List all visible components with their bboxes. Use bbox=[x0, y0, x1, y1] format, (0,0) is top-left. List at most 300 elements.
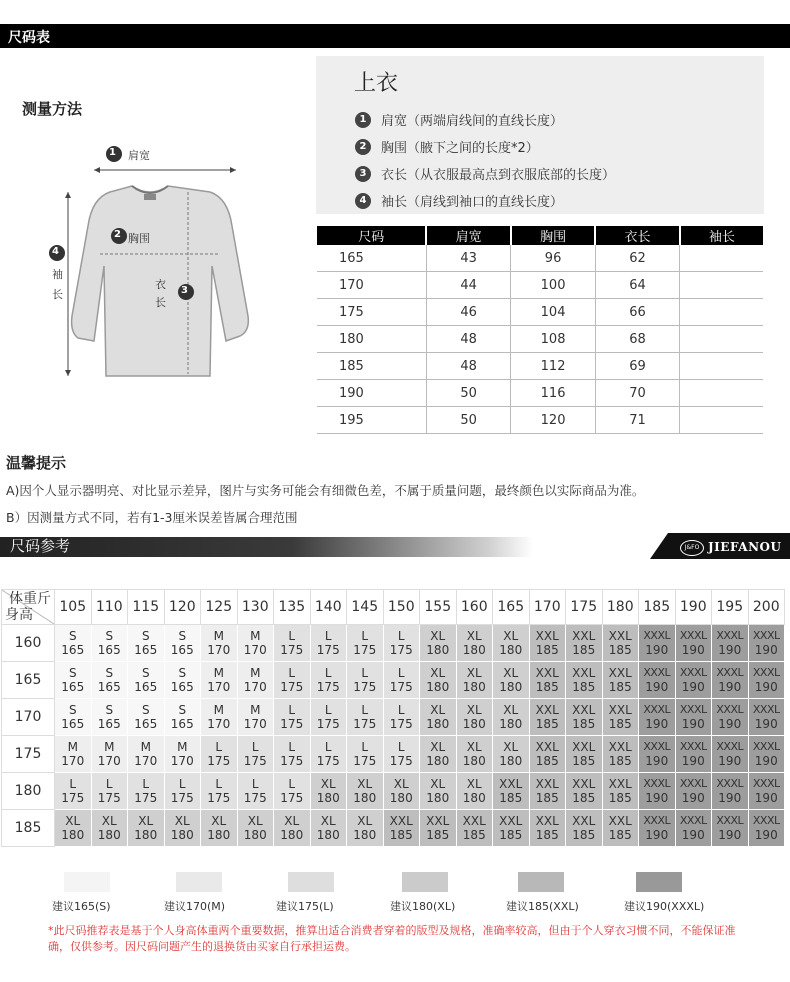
matrix-cell bbox=[712, 625, 749, 662]
matrix-cell-size: XXXL bbox=[679, 814, 707, 827]
measure-line-chest bbox=[355, 137, 539, 156]
matrix-cell-number: 190 bbox=[681, 828, 705, 842]
legend-label: 建议175(L) bbox=[276, 900, 334, 913]
matrix-cell-size: XL bbox=[430, 629, 446, 643]
size-table-cell: 96 bbox=[511, 245, 596, 272]
measure-line-length bbox=[355, 164, 615, 183]
measure-text: 袖长（肩线到袖口的直线长度） bbox=[381, 195, 564, 210]
matrix-cell bbox=[602, 810, 639, 847]
matrix-cell-size: XXL bbox=[608, 703, 632, 717]
matrix-cell-number: 180 bbox=[134, 828, 158, 842]
matrix-cell-number: 175 bbox=[134, 791, 158, 805]
matrix-cell-number: 180 bbox=[499, 680, 523, 694]
matrix-cell bbox=[237, 736, 274, 773]
matrix-cell bbox=[493, 810, 530, 847]
matrix-cell-number: 170 bbox=[243, 680, 267, 694]
matrix-cell-size: XXXL bbox=[716, 666, 744, 679]
matrix-cell-number: 180 bbox=[61, 828, 85, 842]
size-table-row bbox=[317, 326, 763, 353]
brand-logo-icon: J&FO bbox=[680, 540, 704, 556]
matrix-cell bbox=[712, 773, 749, 810]
shoulder-arrow-left bbox=[94, 167, 100, 173]
matrix-cell bbox=[675, 773, 712, 810]
matrix-cell bbox=[456, 773, 493, 810]
matrix-cell bbox=[164, 810, 201, 847]
matrix-cell-size: L bbox=[324, 629, 332, 643]
size-table-cell: 104 bbox=[511, 299, 596, 326]
matrix-cell-number: 175 bbox=[389, 717, 413, 731]
matrix-row bbox=[2, 662, 785, 699]
matrix-cell bbox=[566, 662, 603, 699]
matrix-cell bbox=[383, 773, 420, 810]
matrix-cell bbox=[383, 662, 420, 699]
matrix-weight-header: 155 bbox=[420, 590, 457, 625]
matrix-height-header: 175 bbox=[2, 736, 55, 773]
shoulder-arrow-right bbox=[230, 167, 236, 173]
matrix-cell-size: S bbox=[141, 666, 150, 680]
matrix-cell-number: 165 bbox=[61, 717, 85, 731]
matrix-cell-number: 185 bbox=[608, 643, 632, 657]
legend-label: 建议165(S) bbox=[52, 900, 111, 913]
matrix-row bbox=[2, 773, 785, 810]
size-table-cell: 48 bbox=[426, 353, 510, 380]
matrix-cell bbox=[274, 662, 311, 699]
matrix-weight-header: 190 bbox=[675, 590, 712, 625]
matrix-cell bbox=[566, 736, 603, 773]
matrix-cell bbox=[274, 625, 311, 662]
size-table-cell bbox=[680, 326, 763, 353]
matrix-cell-size: XL bbox=[503, 666, 519, 680]
num-2-label: 2 bbox=[114, 229, 121, 240]
matrix-cell-size: S bbox=[141, 703, 150, 717]
matrix-cell-number: 165 bbox=[170, 717, 194, 731]
matrix-row bbox=[2, 699, 785, 736]
matrix-weight-header: 130 bbox=[237, 590, 274, 625]
top-title: 上衣 bbox=[354, 71, 399, 96]
matrix-cell-number: 170 bbox=[97, 754, 121, 768]
matrix-cell-size: XXL bbox=[535, 740, 559, 754]
matrix-cell bbox=[456, 699, 493, 736]
matrix-cell-size: M bbox=[177, 740, 188, 754]
matrix-cell-number: 180 bbox=[426, 791, 450, 805]
size-table-header bbox=[317, 226, 763, 245]
matrix-cell-number: 175 bbox=[389, 643, 413, 657]
matrix-height-header: 180 bbox=[2, 773, 55, 810]
matrix-cell bbox=[566, 773, 603, 810]
matrix-cell-size: L bbox=[397, 629, 405, 643]
matrix-cell bbox=[201, 736, 238, 773]
matrix-cell-size: XXXL bbox=[716, 703, 744, 716]
matrix-cell-number: 175 bbox=[243, 791, 267, 805]
matrix-cell-size: L bbox=[361, 629, 369, 643]
matrix-cell bbox=[639, 662, 676, 699]
matrix-cell-size: XXXL bbox=[643, 814, 671, 827]
matrix-header-row bbox=[2, 590, 785, 625]
tip-line-a: A)因个人显示器明亮、对比显示差异，图片与实务可能会有细微色差，不属于质量问题，最终颜色以实际商品为准。 bbox=[6, 483, 645, 498]
matrix-cell bbox=[164, 699, 201, 736]
size-table-cell bbox=[680, 272, 763, 299]
matrix-cell bbox=[493, 699, 530, 736]
matrix-cell-size: L bbox=[324, 703, 332, 717]
matrix-cell-number: 180 bbox=[462, 643, 486, 657]
matrix-cell-number: 180 bbox=[170, 828, 194, 842]
matrix-cell bbox=[420, 773, 457, 810]
matrix-cell bbox=[274, 773, 311, 810]
matrix-cell bbox=[529, 625, 566, 662]
size-table-cell: 112 bbox=[511, 353, 596, 380]
matrix-height-header: 170 bbox=[2, 699, 55, 736]
matrix-cell-number: 175 bbox=[353, 717, 377, 731]
matrix-cell-number: 185 bbox=[535, 680, 559, 694]
matrix-cell-size: XXL bbox=[608, 814, 632, 828]
matrix-cell bbox=[347, 773, 384, 810]
size-table-cell: 165 bbox=[317, 245, 426, 272]
matrix-cell-size: L bbox=[397, 666, 405, 680]
size-table-cell: 66 bbox=[595, 299, 679, 326]
matrix-cell-number: 190 bbox=[645, 828, 669, 842]
size-table-cell bbox=[680, 353, 763, 380]
matrix-cell-size: L bbox=[361, 740, 369, 754]
num-2-icon: 2 bbox=[355, 139, 371, 155]
matrix-cell bbox=[201, 810, 238, 847]
matrix-cell-size: XXXL bbox=[643, 629, 671, 642]
size-table-col-header: 袖长 bbox=[680, 226, 763, 245]
matrix-cell bbox=[201, 625, 238, 662]
measure-title: 测量方法 bbox=[22, 100, 83, 118]
matrix-cell-size: XXL bbox=[608, 666, 632, 680]
matrix-cell-size: L bbox=[324, 740, 332, 754]
matrix-cell-number: 165 bbox=[134, 717, 158, 731]
matrix-cell-number: 185 bbox=[535, 754, 559, 768]
matrix-weight-header: 105 bbox=[55, 590, 92, 625]
size-note: *此尺码推荐表是基于个人身高体重两个重要数据，推算出适合消费者穿着的版型及规格，准确率较高，但由于个人穿衣习惯不同，不能保证准确，仅供参考。因尺码问题产生的退换货由买家自行承担运费。 bbox=[48, 924, 736, 953]
matrix-cell bbox=[639, 810, 676, 847]
matrix-row bbox=[2, 810, 785, 847]
size-table-cell bbox=[680, 299, 763, 326]
matrix-cell-number: 190 bbox=[718, 791, 742, 805]
matrix-cell-number: 190 bbox=[754, 791, 778, 805]
matrix-cell bbox=[310, 810, 347, 847]
matrix-cell-size: XL bbox=[430, 703, 446, 717]
matrix-weight-header: 145 bbox=[347, 590, 384, 625]
matrix-cell-size: S bbox=[178, 666, 187, 680]
matrix-cell bbox=[237, 662, 274, 699]
matrix-cell-size: L bbox=[288, 740, 296, 754]
matrix-cell-size: XL bbox=[211, 814, 227, 828]
length-label-1: 衣 bbox=[155, 278, 166, 291]
matrix-weight-header: 120 bbox=[164, 590, 201, 625]
legend-swatch bbox=[64, 872, 110, 892]
matrix-cell-number: 190 bbox=[718, 828, 742, 842]
matrix-cell-number: 165 bbox=[97, 717, 121, 731]
size-table-cell: 69 bbox=[595, 353, 679, 380]
size-table-cell: 170 bbox=[317, 272, 426, 299]
matrix-cell-number: 170 bbox=[243, 717, 267, 731]
matrix-cell bbox=[456, 662, 493, 699]
matrix-cell bbox=[347, 699, 384, 736]
matrix-cell bbox=[347, 625, 384, 662]
matrix-cell-number: 180 bbox=[426, 717, 450, 731]
matrix-cell bbox=[91, 773, 128, 810]
matrix-cell-size: XL bbox=[357, 814, 373, 828]
matrix-cell-size: XXL bbox=[462, 814, 486, 828]
matrix-cell bbox=[55, 773, 92, 810]
matrix-cell-number: 175 bbox=[170, 791, 194, 805]
matrix-cell bbox=[164, 773, 201, 810]
matrix-cell-number: 170 bbox=[134, 754, 158, 768]
legend-swatch bbox=[518, 872, 564, 892]
matrix-cell bbox=[420, 736, 457, 773]
matrix-cell bbox=[748, 773, 785, 810]
size-table-cell: 108 bbox=[511, 326, 596, 353]
matrix-weight-header: 180 bbox=[602, 590, 639, 625]
matrix-cell-number: 185 bbox=[462, 828, 486, 842]
matrix-weight-header: 185 bbox=[639, 590, 676, 625]
legend-label: 建议190(XXXL) bbox=[624, 900, 705, 913]
size-table-row bbox=[317, 245, 763, 272]
measure-text: 肩宽（两端肩线间的直线长度） bbox=[381, 114, 564, 129]
matrix-cell-size: M bbox=[104, 740, 115, 754]
size-table-col-header: 衣长 bbox=[595, 226, 679, 245]
matrix-cell bbox=[310, 699, 347, 736]
matrix-cell bbox=[347, 810, 384, 847]
matrix-cell-size: S bbox=[178, 629, 187, 643]
matrix-cell-size: S bbox=[105, 666, 114, 680]
matrix-cell-size: S bbox=[68, 666, 77, 680]
matrix-cell-number: 175 bbox=[389, 680, 413, 694]
matrix-cell bbox=[128, 662, 165, 699]
matrix-cell-number: 175 bbox=[97, 791, 121, 805]
matrix-cell-number: 165 bbox=[134, 643, 158, 657]
matrix-cell-size: XXXL bbox=[679, 629, 707, 642]
matrix-cell-number: 170 bbox=[207, 643, 231, 657]
matrix-cell-number: 175 bbox=[280, 643, 304, 657]
matrix-cell-size: XL bbox=[320, 777, 336, 791]
size-table-cell: 68 bbox=[595, 326, 679, 353]
matrix-cell-size: XXXL bbox=[716, 777, 744, 790]
matrix-cell-number: 175 bbox=[316, 754, 340, 768]
matrix-cell-number: 185 bbox=[608, 791, 632, 805]
matrix-cell-size: XL bbox=[466, 777, 482, 791]
matrix-cell-number: 180 bbox=[353, 828, 377, 842]
num-3-label: 3 bbox=[181, 285, 188, 296]
matrix-cell-size: XL bbox=[503, 703, 519, 717]
matrix-cell-number: 185 bbox=[572, 791, 596, 805]
shoulder-label: 肩宽 bbox=[128, 149, 150, 162]
matrix-cell-size: XXXL bbox=[716, 814, 744, 827]
matrix-cell-size: M bbox=[250, 703, 261, 717]
matrix-cell-number: 185 bbox=[389, 828, 413, 842]
size-table-cell bbox=[680, 245, 763, 272]
matrix-weight-header: 165 bbox=[493, 590, 530, 625]
matrix-cell bbox=[310, 736, 347, 773]
tips-title: 温馨提示 bbox=[6, 454, 67, 472]
size-table-cell: 50 bbox=[426, 407, 510, 434]
matrix-cell-size: XL bbox=[466, 666, 482, 680]
matrix-cell-number: 175 bbox=[316, 643, 340, 657]
matrix-cell bbox=[274, 699, 311, 736]
matrix-cell bbox=[675, 736, 712, 773]
matrix-cell-size: XXL bbox=[535, 703, 559, 717]
measure-text: 胸围（腋下之间的长度*2） bbox=[381, 141, 539, 156]
chest-label: 胸围 bbox=[128, 232, 150, 245]
matrix-cell bbox=[237, 773, 274, 810]
size-table-cell: 116 bbox=[511, 380, 596, 407]
matrix-cell-number: 180 bbox=[207, 828, 231, 842]
matrix-cell bbox=[493, 625, 530, 662]
size-table-cell: 44 bbox=[426, 272, 510, 299]
matrix-cell-number: 175 bbox=[207, 754, 231, 768]
matrix-weight-header: 125 bbox=[201, 590, 238, 625]
matrix-cell-size: XXL bbox=[608, 629, 632, 643]
matrix-cell-number: 180 bbox=[316, 828, 340, 842]
matrix-cell-number: 180 bbox=[426, 754, 450, 768]
matrix-cell-number: 190 bbox=[645, 717, 669, 731]
matrix-cell-size: XXL bbox=[572, 814, 596, 828]
size-table-cell bbox=[680, 407, 763, 434]
shirt-diagram bbox=[40, 136, 270, 396]
matrix-cell bbox=[420, 699, 457, 736]
matrix-cell bbox=[310, 625, 347, 662]
matrix-cell-number: 185 bbox=[608, 828, 632, 842]
matrix-cell-number: 180 bbox=[426, 680, 450, 694]
tip-line-b: B）因测量方式不同，若有1-3厘米误差皆属合理范围 bbox=[6, 510, 298, 525]
matrix-cell-number: 190 bbox=[681, 643, 705, 657]
matrix-height-header: 165 bbox=[2, 662, 55, 699]
matrix-cell bbox=[91, 810, 128, 847]
matrix-cell-size: L bbox=[288, 777, 296, 791]
matrix-cell-number: 180 bbox=[499, 754, 523, 768]
matrix-cell-number: 170 bbox=[243, 643, 267, 657]
matrix-cell-size: L bbox=[251, 777, 259, 791]
matrix-cell bbox=[347, 736, 384, 773]
matrix-cell-size: M bbox=[213, 703, 224, 717]
size-table-row bbox=[317, 353, 763, 380]
matrix-cell-size: L bbox=[324, 666, 332, 680]
matrix-cell bbox=[274, 810, 311, 847]
matrix-cell-size: XL bbox=[247, 814, 263, 828]
matrix-cell-size: XXL bbox=[426, 814, 450, 828]
num-4-icon: 4 bbox=[355, 193, 371, 209]
matrix-cell-number: 180 bbox=[280, 828, 304, 842]
matrix-cell-number: 175 bbox=[207, 791, 231, 805]
matrix-cell-size: L bbox=[361, 666, 369, 680]
matrix-cell-size: XL bbox=[466, 740, 482, 754]
matrix-cell-number: 165 bbox=[97, 680, 121, 694]
reference-title: 尺码参考 bbox=[10, 537, 71, 555]
matrix-cell bbox=[602, 773, 639, 810]
size-table-cell: 190 bbox=[317, 380, 426, 407]
matrix-cell-number: 175 bbox=[243, 754, 267, 768]
legend-swatch bbox=[288, 872, 334, 892]
matrix-cell bbox=[55, 625, 92, 662]
matrix-cell bbox=[712, 662, 749, 699]
matrix-cell bbox=[602, 699, 639, 736]
legend-label: 建议180(XL) bbox=[390, 900, 456, 913]
matrix-weight-header: 115 bbox=[128, 590, 165, 625]
matrix-cell-number: 190 bbox=[645, 754, 669, 768]
matrix-cell-size: XL bbox=[284, 814, 300, 828]
matrix-cell-size: S bbox=[68, 629, 77, 643]
matrix-cell bbox=[748, 699, 785, 736]
matrix-cell-number: 170 bbox=[207, 717, 231, 731]
matrix-cell-size: XXXL bbox=[643, 740, 671, 753]
matrix-cell-size: XXXL bbox=[752, 814, 780, 827]
matrix-cell-number: 170 bbox=[170, 754, 194, 768]
matrix-cell-size: XXXL bbox=[752, 629, 780, 642]
sleeve-label-2: 长 bbox=[52, 288, 63, 301]
matrix-cell bbox=[712, 736, 749, 773]
matrix-cell-number: 190 bbox=[754, 828, 778, 842]
matrix-weight-header: 200 bbox=[748, 590, 785, 625]
matrix-cell-number: 170 bbox=[61, 754, 85, 768]
matrix-cell-size: XXL bbox=[535, 629, 559, 643]
matrix-cell-number: 175 bbox=[353, 754, 377, 768]
size-table-cell: 180 bbox=[317, 326, 426, 353]
matrix-cell bbox=[55, 662, 92, 699]
measure-line-shoulder bbox=[355, 110, 563, 129]
size-table-cell: 195 bbox=[317, 407, 426, 434]
matrix-cell bbox=[201, 699, 238, 736]
matrix-weight-header: 195 bbox=[712, 590, 749, 625]
matrix-cell-size: XXXL bbox=[679, 740, 707, 753]
matrix-cell bbox=[420, 662, 457, 699]
matrix-cell-size: L bbox=[251, 740, 259, 754]
matrix-cell-size: L bbox=[69, 777, 77, 791]
matrix-cell-size: L bbox=[397, 703, 405, 717]
matrix-cell-number: 185 bbox=[535, 643, 559, 657]
matrix-cell-size: L bbox=[361, 703, 369, 717]
matrix-height-header: 185 bbox=[2, 810, 55, 847]
matrix-cell bbox=[712, 699, 749, 736]
matrix-cell bbox=[164, 662, 201, 699]
matrix-cell-number: 165 bbox=[170, 643, 194, 657]
matrix-cell-number: 180 bbox=[243, 828, 267, 842]
matrix-cell-size: XL bbox=[65, 814, 81, 828]
length-label-2: 长 bbox=[155, 296, 166, 309]
matrix-cell bbox=[310, 662, 347, 699]
size-table-cell: 48 bbox=[426, 326, 510, 353]
corner-weight-label: 体重斤 bbox=[9, 591, 51, 607]
matrix-cell bbox=[566, 625, 603, 662]
size-table-row bbox=[317, 299, 763, 326]
matrix-cell-size: S bbox=[105, 629, 114, 643]
matrix-cell-size: XL bbox=[430, 740, 446, 754]
legend-swatch bbox=[402, 872, 448, 892]
matrix-cell-size: S bbox=[141, 629, 150, 643]
matrix-cell bbox=[201, 662, 238, 699]
matrix-cell bbox=[347, 662, 384, 699]
matrix-cell-size: XL bbox=[430, 666, 446, 680]
matrix-cell-size: S bbox=[178, 703, 187, 717]
matrix-cell-number: 180 bbox=[462, 680, 486, 694]
legend-swatch bbox=[636, 872, 682, 892]
matrix-cell-number: 180 bbox=[97, 828, 121, 842]
matrix-cell-number: 185 bbox=[572, 828, 596, 842]
matrix-cell bbox=[456, 810, 493, 847]
matrix-cell-size: XXXL bbox=[643, 777, 671, 790]
header-title: 尺码表 bbox=[8, 30, 50, 46]
matrix-cell-size: XXXL bbox=[752, 666, 780, 679]
size-table-cell: 71 bbox=[595, 407, 679, 434]
matrix-cell-number: 190 bbox=[754, 754, 778, 768]
matrix-cell bbox=[55, 810, 92, 847]
matrix-cell bbox=[748, 736, 785, 773]
matrix-cell bbox=[456, 736, 493, 773]
matrix-cell-size: XXL bbox=[535, 666, 559, 680]
legend-label: 建议170(M) bbox=[164, 900, 226, 913]
matrix-cell-number: 180 bbox=[353, 791, 377, 805]
